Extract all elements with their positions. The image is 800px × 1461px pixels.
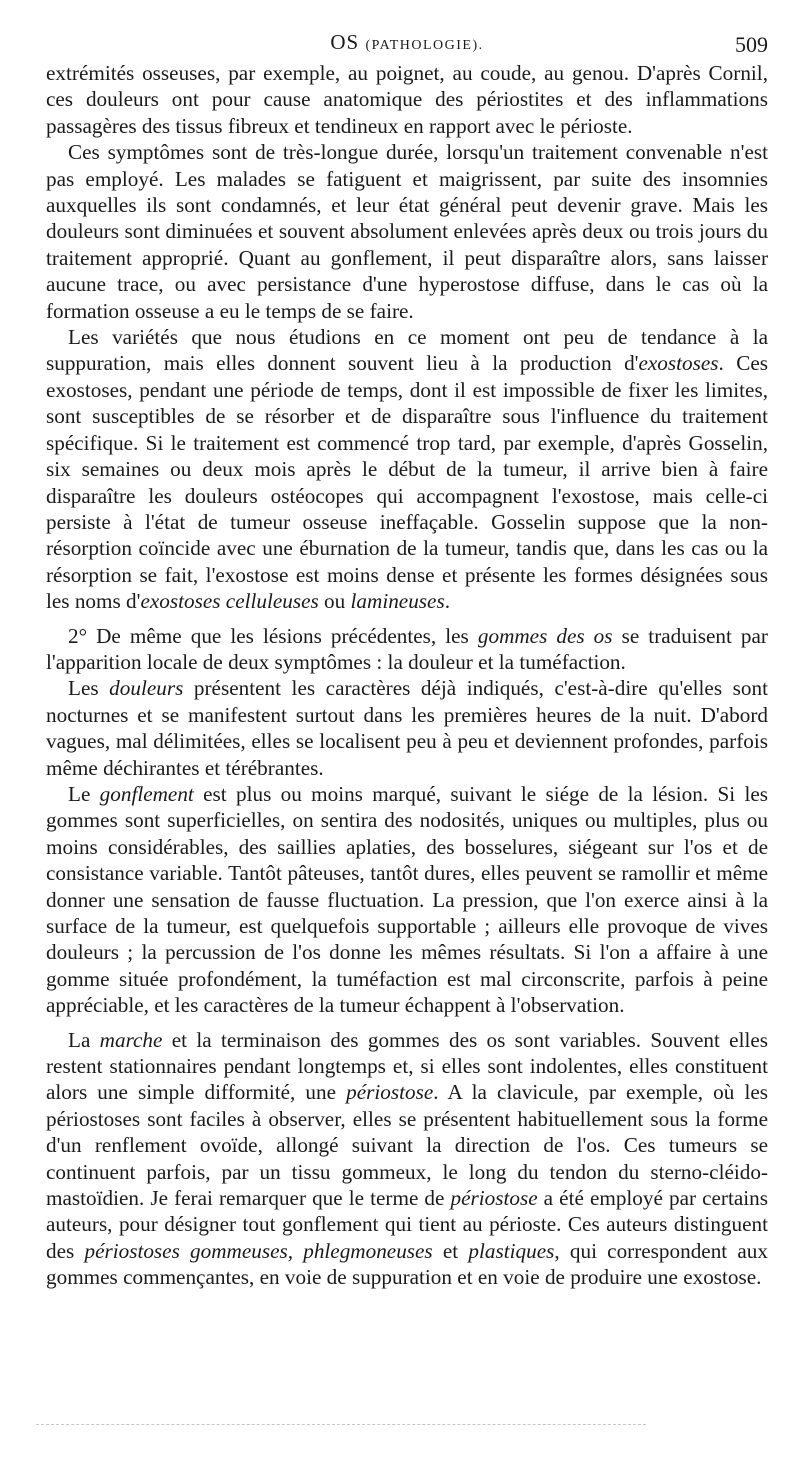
text-run: est plus ou moins marqué, suivant le siége de la lésion. Si les gommes sont superficielles, on sentira des nodosités, uniques ou multiples, plus ou moins considérables, des saillies aplaties, des bosselures, siégeant sur l'os et de consistance variable. Tantôt pâteuses, tantôt dures, elles peuvent se ramollir et même donner une sensation de fausse fluctuation. La pression, que l'on exerce ainsi à la surface de la tumeur, est quelquefois supportable ; ailleurs elle provoque de vives douleurs ; la percussion de l'os donne les mêmes résultats. Si l'on a affaire à une gomme située profondément, la tuméfaction est mal circonscrite, parfois à peine appréciable, et les caractères de la tumeur échappent à l'observation. — [46, 781, 768, 1018]
italic-term: exostoses celluleuses — [140, 589, 319, 614]
text-run: Ces symptômes sont de très-longue durée, lorsqu'un traitement convenable n'est pas employé. Les malades se fatiguent et maigrissent, par suite des insomnies auxquelles ils sont condamnés, et leur état général peut devenir grave. Mais les douleurs sont diminuées et souvent absolument enlevées après deux ou trois jours du traitement approprié. Quant au gonflement, il peut disparaître alors, sans laisser aucune trace, ou avec persistance d'une hyperostose diffuse, dans le cas où la formation osseuse a eu le temps de se faire. — [46, 140, 768, 323]
text-run: 2° De même que les lésions précédentes, les — [68, 623, 478, 648]
text-run: Les variétés que nous étudions en ce moment ont peu de tendance à la suppuration, mais elles donnent souvent lieu à la production d' — [46, 325, 768, 376]
text-run: La — [68, 1027, 100, 1052]
paragraph-2 — [46, 324, 768, 614]
running-title-main: OS — [330, 30, 360, 54]
text-run: et la terminaison des gommes des os sont variables. Souvent elles restent stationnaires pendant longtemps et, si elles sont indolentes, elles constituent alors une simple difformité, une — [46, 1027, 768, 1105]
paragraph-1 — [46, 139, 768, 324]
text-run: a été employé par certains auteurs, pour désigner tout gonflement qui tient au périoste. Ces auteurs distinguent des — [46, 1186, 768, 1263]
italic-term: exostoses — [638, 351, 719, 376]
italic-term: périostose — [450, 1186, 538, 1211]
italic-term: périostose — [346, 1080, 434, 1105]
text-run: présentent les caractères déjà indiqués, c'est-à-dire qu'elles sont nocturnes et se manifestent surtout dans les premières heures de la nuit. D'abord vagues, mal délimitées, elles se localisent peu à peu et deviennent profondes, parfois même déchirantes et térébrantes. — [46, 676, 768, 780]
text-run: , qui correspondent aux gommes commençantes, en voie de suppuration et en voie de produire une exostose. — [46, 1238, 768, 1290]
paragraph-4 — [46, 675, 768, 781]
paragraph-5 — [46, 781, 768, 1019]
running-title — [46, 30, 768, 55]
text-run: . A la clavicule, par exemple, où les périostoses sont faciles à observer, elles se présentent habituellement sous la forme d'un renflement ovoïde, allongé suivant la direction de l'os. Ces tumeurs se continuent parfois, par un tissu gommeux, le long du tendon du sterno-cléido-mastoïdien. Je ferai remarquer que le terme de — [46, 1080, 768, 1211]
page-number: 509 — [735, 32, 768, 57]
text-run: . Ces exostoses, pendant une période de temps, dont il est impossible de fixer les limites, sont susceptibles de se résorber et de disparaître sous l'influence du traitement spécifique. Si le traitement est commencé trop tard, par exemple, d'après Gosselin, six semaines ou deux mois après le début de la tumeur, il arrive bien à faire disparaître les douleurs ostéocopes qui accompagnent l'exostose, mais celle-ci persiste à l'état de tumeur osseuse ineffaçable. Gosselin suppose que la non-résorption coïncide avec une éburnation de la tumeur, tandis que, dans les cas ou la résorption se fait, l'exostose est moins dense et présente les formes désignées sous les noms d' — [46, 351, 768, 614]
page-header — [46, 30, 768, 60]
footer-rule — [36, 1424, 646, 1425]
paragraph-3 — [46, 623, 768, 676]
italic-term: douleurs — [109, 676, 184, 701]
text-run: extrémités osseuses, par exemple, au poignet, au coude, au genou. D'après Cornil, ces douleurs ont pour cause anatomique des périostites et des inflammations passagères des tissus fibreux et tendineux en rapport avec le périoste. — [46, 61, 768, 138]
italic-term: gonflement — [99, 781, 194, 806]
body-text — [46, 60, 768, 1291]
italic-term: plastiques — [468, 1238, 555, 1263]
text-run: Les — [68, 676, 110, 701]
paragraph-0 — [46, 60, 768, 139]
italic-term: lamineuses — [350, 589, 445, 614]
italic-term: marche — [99, 1027, 163, 1052]
italic-term: périostoses gommeuses, phlegmoneuses — [84, 1238, 433, 1263]
text-run: et — [432, 1238, 469, 1263]
text-run: . — [444, 589, 450, 614]
text-run: ou — [318, 589, 351, 614]
italic-term: gommes des os — [477, 623, 613, 648]
text-run: Le — [68, 781, 100, 806]
paragraph-6 — [46, 1027, 768, 1291]
running-title-subtitle: (PATHOLOGIE). — [365, 38, 484, 53]
text-run: se traduisent par l'apparition locale de deux symptômes : la douleur et la tuméfaction. — [46, 623, 768, 674]
